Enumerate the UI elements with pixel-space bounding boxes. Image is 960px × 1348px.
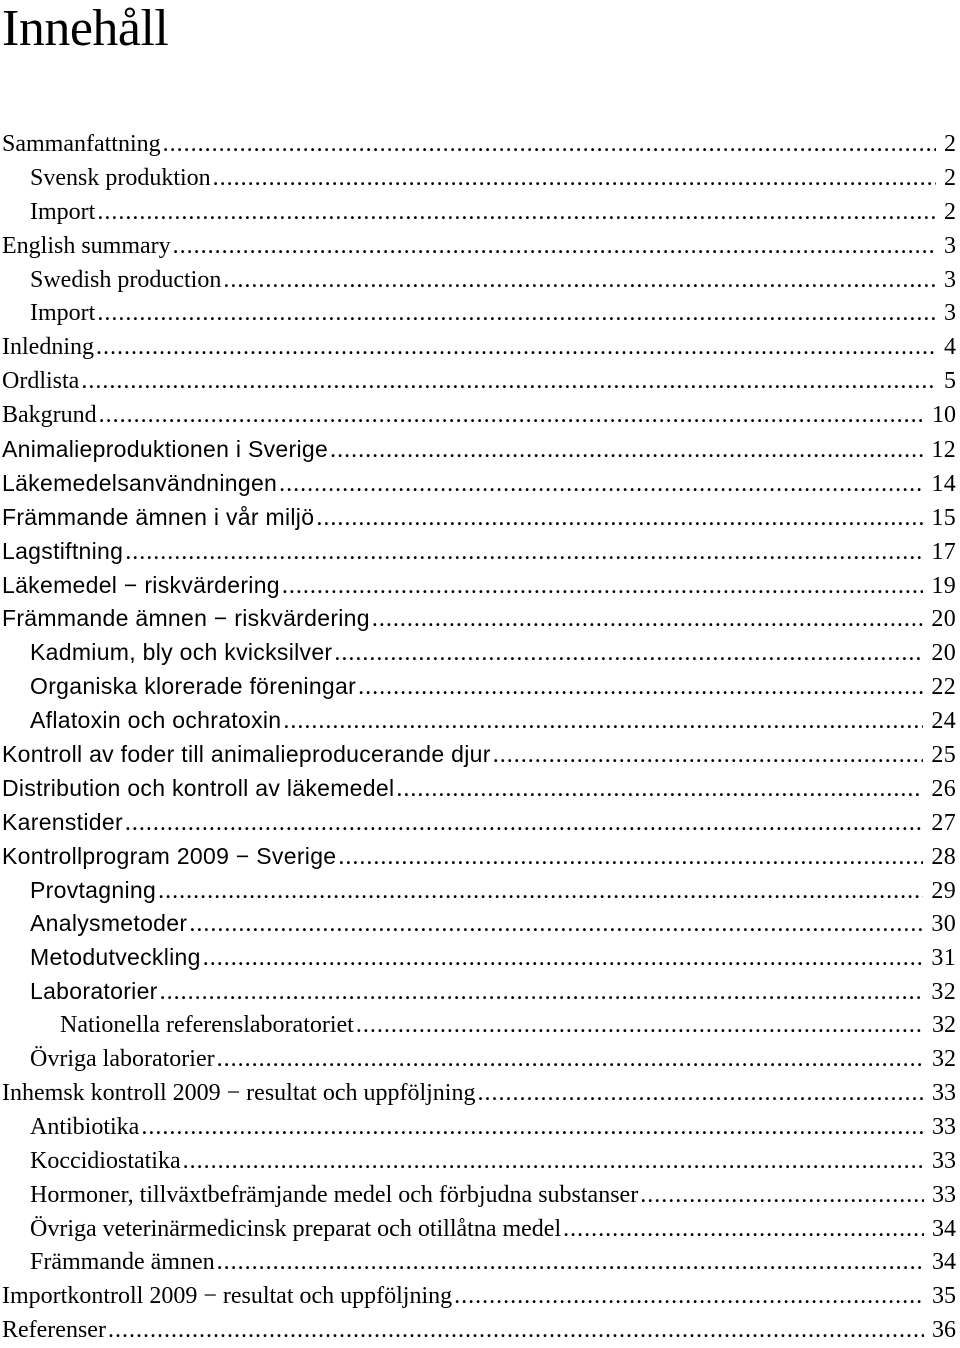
- toc-entry-label: Organiska klorerade föreningar: [30, 673, 357, 700]
- dot-leader: [97, 196, 936, 230]
- dot-leader: [563, 1213, 924, 1247]
- toc-entry[interactable]: [0, 433, 960, 467]
- dot-leader: [396, 773, 923, 806]
- dot-leader: [217, 1043, 924, 1077]
- toc-entry-page-number: 17: [931, 538, 956, 565]
- dot-leader: [640, 1179, 924, 1213]
- dot-leader: [125, 536, 923, 569]
- dot-leader: [125, 807, 923, 840]
- toc-entry-page-number: 30: [931, 911, 956, 938]
- toc-entry[interactable]: [0, 1179, 960, 1213]
- dot-leader: [282, 570, 924, 603]
- toc-entry-page-number: 22: [931, 674, 956, 701]
- toc-entry-label: Bakgrund: [2, 402, 97, 429]
- toc-entry-page-number: 5: [944, 368, 956, 395]
- toc-entry-label: Importkontroll 2009 − resultat och uppföljning: [2, 1283, 453, 1310]
- dot-leader: [189, 908, 923, 941]
- dot-leader: [217, 1246, 924, 1280]
- toc-entry-page-number: 20: [931, 640, 956, 667]
- toc-entry-label: Analysmetoder: [30, 910, 188, 937]
- toc-entry-page-number: 24: [931, 708, 956, 735]
- dot-leader: [372, 603, 924, 636]
- toc-entry-page-number: 33: [932, 1181, 956, 1208]
- dot-leader: [173, 230, 936, 264]
- toc-entry[interactable]: [0, 806, 960, 840]
- dot-leader: [338, 841, 923, 874]
- toc-entry-page-number: 2: [944, 131, 956, 157]
- toc-entry[interactable]: [0, 907, 960, 941]
- dot-leader: [279, 468, 923, 501]
- toc-entry[interactable]: [0, 196, 960, 230]
- toc-entry[interactable]: [0, 1009, 960, 1043]
- toc-entry[interactable]: [0, 1145, 960, 1179]
- toc-entry-page-number: 14: [931, 470, 956, 497]
- toc-entry-page-number: 33: [932, 1147, 956, 1174]
- toc-entry-page-number: 3: [944, 300, 956, 327]
- toc-entry-label: Svensk produktion: [30, 164, 211, 191]
- dot-leader: [316, 502, 923, 535]
- toc-entry-label: Sammanfattning: [2, 131, 161, 157]
- toc-entry[interactable]: [0, 704, 960, 738]
- toc-entry[interactable]: [0, 230, 960, 264]
- dot-leader: [97, 297, 936, 331]
- dot-leader: [356, 1009, 924, 1043]
- toc-entry-page-number: 25: [931, 742, 956, 769]
- toc-entry-page-number: 3: [944, 232, 956, 259]
- toc-entry[interactable]: [0, 1043, 960, 1077]
- dot-leader: [493, 739, 924, 772]
- dot-leader: [163, 128, 936, 162]
- toc-entry-label: Karenstider: [2, 808, 123, 835]
- toc-entry-label: Läkemedel − riskvärdering: [2, 571, 280, 598]
- toc-entry-page-number: 34: [932, 1215, 956, 1242]
- toc-entry[interactable]: [0, 535, 960, 569]
- toc-entry[interactable]: [0, 1077, 960, 1111]
- toc-entry-label: Inhemsk kontroll 2009 − resultat och uppföljning: [2, 1079, 476, 1106]
- toc-entry-label: Antibiotika: [30, 1113, 140, 1140]
- dot-leader: [108, 1314, 924, 1348]
- toc-entry[interactable]: [0, 975, 960, 1009]
- toc-entry-page-number: 15: [931, 504, 956, 531]
- dot-leader: [141, 1111, 924, 1145]
- dot-leader: [183, 1145, 924, 1179]
- toc-entry-label: Inledning: [2, 334, 94, 361]
- dot-leader: [477, 1077, 924, 1111]
- toc-entry-page-number: 3: [944, 266, 956, 293]
- toc-entry-page-number: 26: [931, 775, 956, 802]
- toc-entry-label: Lagstiftning: [2, 537, 124, 564]
- toc-entry[interactable]: [0, 1314, 960, 1348]
- toc-entry-page-number: 2: [944, 164, 956, 191]
- dot-leader: [203, 942, 924, 975]
- toc-entry-label: Läkemedelsanvändningen: [2, 469, 278, 496]
- toc-entry-label: Främmande ämnen − riskvärdering: [2, 605, 370, 632]
- toc-entry-label: Laboratorier: [30, 978, 158, 1005]
- toc-entry[interactable]: [0, 772, 960, 806]
- dot-leader: [223, 264, 936, 298]
- toc-entry[interactable]: [0, 365, 960, 399]
- toc-entry-label: Referenser: [2, 1317, 106, 1344]
- toc-entry[interactable]: [0, 874, 960, 908]
- dot-leader: [96, 331, 936, 365]
- toc-entry-page-number: 33: [932, 1113, 956, 1140]
- page-title: Innehåll: [2, 0, 169, 57]
- toc-entry-label: Övriga veterinärmedicinsk preparat och otillåtna medel: [30, 1215, 562, 1242]
- toc-entry-label: English summary: [2, 232, 171, 259]
- toc-entry-label: Distribution och kontroll av läkemedel: [2, 774, 395, 801]
- toc-entry-page-number: 2: [944, 198, 956, 225]
- dot-leader: [330, 434, 923, 467]
- toc-entry[interactable]: [0, 569, 960, 603]
- toc-entry-label: Nationella referenslaboratoriet: [60, 1012, 354, 1039]
- toc-entry[interactable]: [0, 670, 960, 704]
- dot-leader: [358, 671, 923, 704]
- table-of-contents: [0, 128, 960, 1348]
- toc-entry[interactable]: [0, 128, 960, 162]
- toc-entry[interactable]: [0, 1213, 960, 1247]
- toc-entry[interactable]: [0, 331, 960, 365]
- toc-entry[interactable]: [0, 399, 960, 433]
- toc-entry-label: Främmande ämnen i vår miljö: [2, 503, 315, 530]
- toc-entry-page-number: 29: [931, 877, 956, 904]
- dot-leader: [213, 162, 936, 196]
- toc-entry[interactable]: [0, 264, 960, 298]
- dot-leader: [160, 976, 924, 1009]
- toc-entry[interactable]: [0, 1111, 960, 1145]
- toc-entry[interactable]: [0, 1280, 960, 1314]
- toc-entry[interactable]: [0, 738, 960, 772]
- dot-leader: [158, 875, 923, 908]
- toc-entry-page-number: 32: [931, 979, 956, 1006]
- toc-entry-page-number: 33: [932, 1079, 956, 1106]
- toc-entry-label: Övriga laboratorier: [30, 1046, 215, 1073]
- toc-entry-label: Swedish production: [30, 266, 222, 293]
- toc-entry-label: Hormoner, tillväxtbefrämjande medel och förbjudna substanser: [30, 1181, 639, 1208]
- toc-entry-label: Främmande ämnen: [30, 1249, 215, 1276]
- toc-entry-page-number: 27: [931, 809, 956, 836]
- toc-entry-page-number: 35: [932, 1283, 956, 1310]
- toc-entry-label: Kontrollprogram 2009 − Sverige: [2, 842, 337, 869]
- toc-entry-page-number: 10: [932, 402, 956, 429]
- toc-entry-label: Aflatoxin och ochratoxin: [30, 707, 282, 734]
- toc-entry-label: Animalieproduktionen i Sverige: [2, 436, 329, 463]
- toc-entry-page-number: 32: [932, 1012, 956, 1039]
- toc-entry-page-number: 34: [932, 1249, 956, 1276]
- toc-entry-page-number: 32: [932, 1046, 956, 1073]
- dot-leader: [81, 365, 936, 399]
- toc-entry-label: Ordlista: [2, 368, 80, 395]
- toc-entry-label: Metodutveckling: [30, 944, 201, 971]
- dot-leader: [334, 637, 923, 670]
- toc-entry-label: Koccidiostatika: [30, 1147, 181, 1174]
- dot-leader: [99, 399, 924, 433]
- toc-entry-label: Import: [30, 198, 96, 225]
- toc-entry-page-number: 20: [931, 606, 956, 633]
- toc-entry[interactable]: [0, 840, 960, 874]
- toc-entry-page-number: 19: [931, 572, 956, 599]
- toc-entry[interactable]: [0, 162, 960, 196]
- toc-entry-page-number: 28: [931, 843, 956, 870]
- toc-entry-label: Import: [30, 300, 96, 327]
- toc-entry[interactable]: [0, 467, 960, 501]
- dot-leader: [454, 1280, 924, 1314]
- toc-entry-label: Provtagning: [30, 876, 157, 903]
- toc-entry[interactable]: [0, 1246, 960, 1280]
- toc-entry[interactable]: [0, 501, 960, 535]
- dot-leader: [283, 705, 923, 738]
- toc-entry-label: Kadmium, bly och kvicksilver: [30, 639, 333, 666]
- toc-entry-page-number: 4: [944, 334, 956, 361]
- toc-entry-page-number: 12: [931, 437, 956, 464]
- toc-entry-page-number: 36: [932, 1317, 956, 1344]
- toc-entry[interactable]: [0, 941, 960, 975]
- toc-entry-page-number: 31: [931, 945, 956, 972]
- toc-entry-label: Kontroll av foder till animalieproducerande djur: [2, 741, 491, 768]
- toc-entry[interactable]: [0, 297, 960, 331]
- toc-entry[interactable]: [0, 636, 960, 670]
- toc-entry[interactable]: [0, 602, 960, 636]
